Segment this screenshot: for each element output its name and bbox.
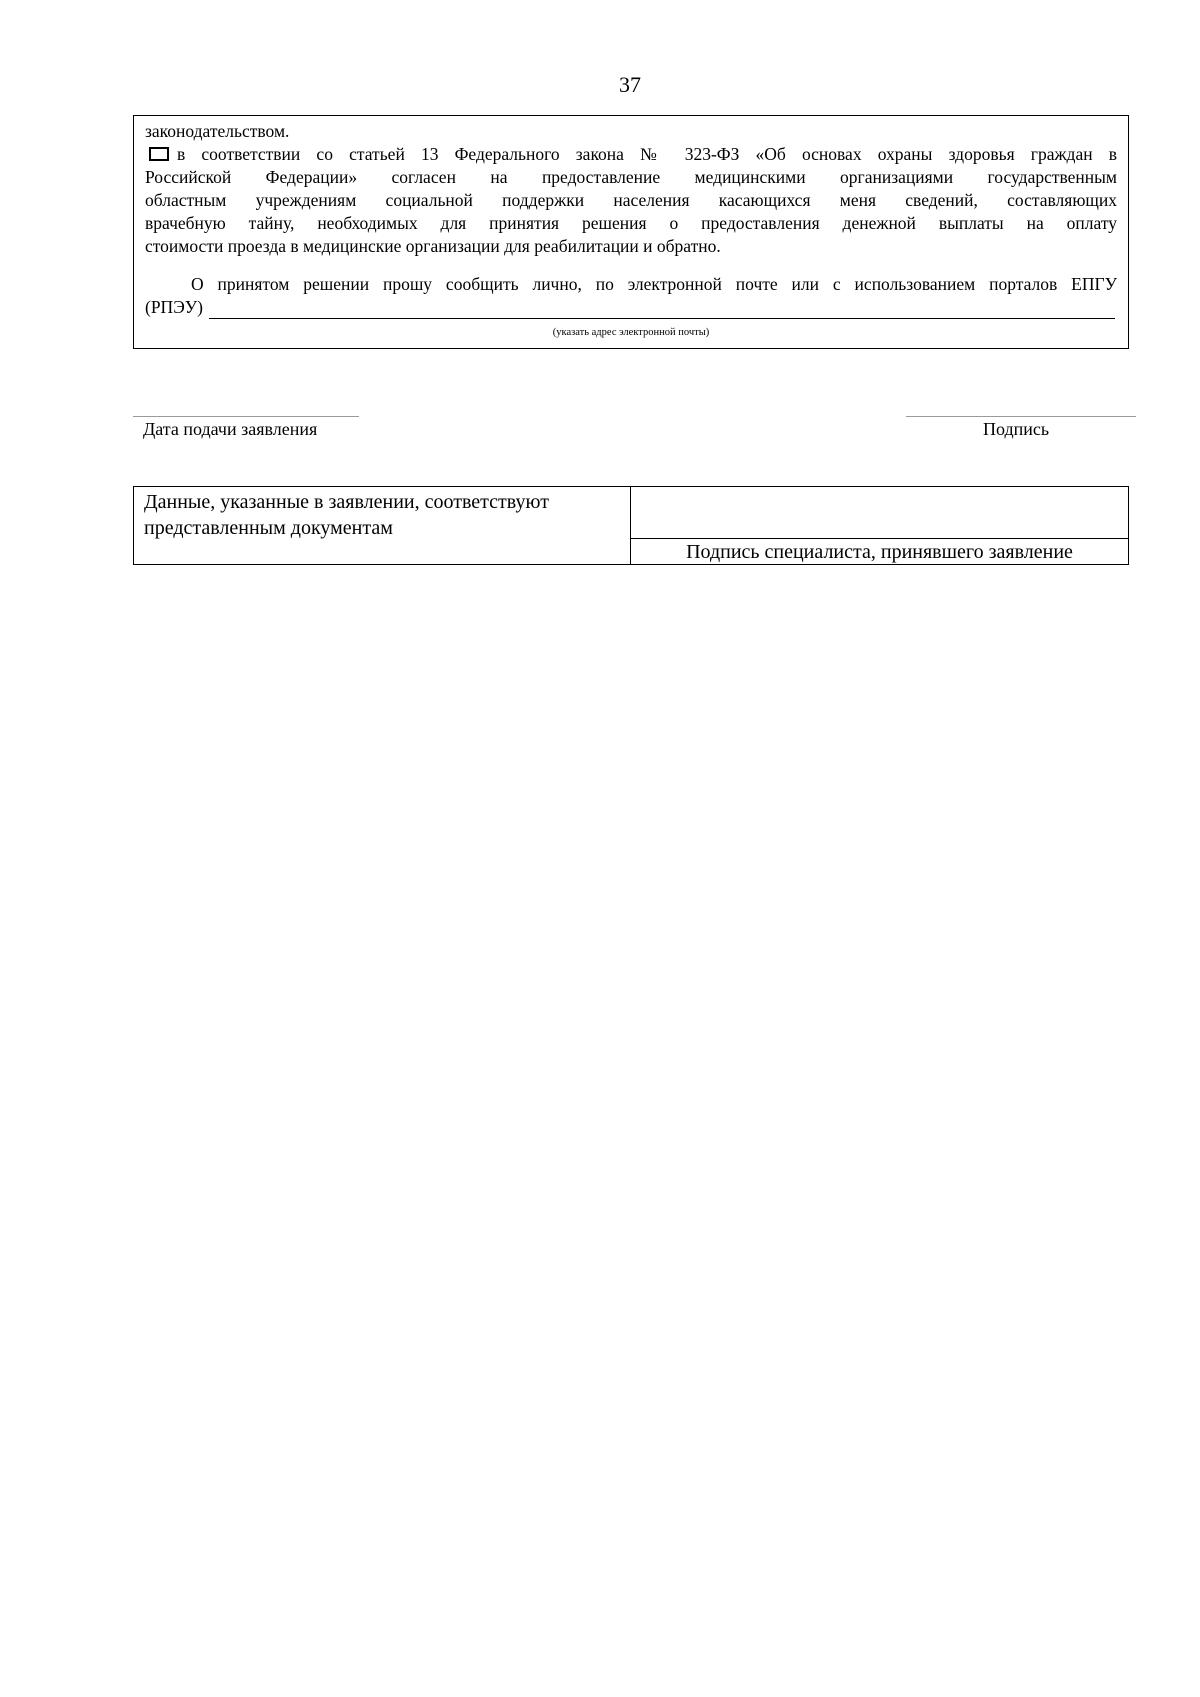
email-row <box>145 296 1117 319</box>
medical-secrecy-checkbox[interactable] <box>149 147 169 161</box>
verification-statement <box>134 487 631 564</box>
consent-line-1 <box>145 143 1117 166</box>
consent-top-line: законодательством. <box>145 121 290 141</box>
consent-line-4: врачебную тайну, необходимых для принятия решения о предоставления денежной выплаты на оплату <box>145 213 1117 233</box>
consent-line-1-text: в соответствии со статьей 13 Федерального закона № 323-ФЗ «Об основах охраны здоровья граждан в <box>177 144 1117 164</box>
specialist-signature-field[interactable] <box>631 487 1128 539</box>
page-number: 37 <box>619 72 641 97</box>
verification-statement-line-1: Данные, указанные в заявлении, соответствуют <box>144 491 549 513</box>
verification-statement-line-2: представленным документам <box>144 517 393 539</box>
date-line[interactable] <box>133 416 359 417</box>
verification-table <box>133 486 1129 565</box>
date-label: Дата подачи заявления <box>143 419 318 439</box>
signature-line[interactable] <box>906 416 1136 417</box>
notify-line: О принятом решении прошу сообщить лично, по электронной почте или с использованием порталов ЕПГУ <box>191 274 1117 294</box>
consent-line-3: областным учреждениям социальной поддержки населения касающихся меня сведений, составляющих <box>145 190 1117 210</box>
consent-box <box>133 115 1129 349</box>
consent-line-2: Российской Федерации» согласен на предоставление медицинскими организациями государственным <box>145 167 1117 187</box>
consent-line-5: стоимости проезда в медицинские организации для реабилитации и обратно. <box>145 236 721 256</box>
signature-label: Подпись <box>983 419 1050 439</box>
email-input-line[interactable] <box>209 300 1115 319</box>
notify-prefix: (РПЭУ) <box>145 297 203 317</box>
specialist-signature-label: Подпись специалиста, принявшего заявление <box>686 541 1073 563</box>
email-hint: (указать адрес электронной почты) <box>552 327 710 338</box>
